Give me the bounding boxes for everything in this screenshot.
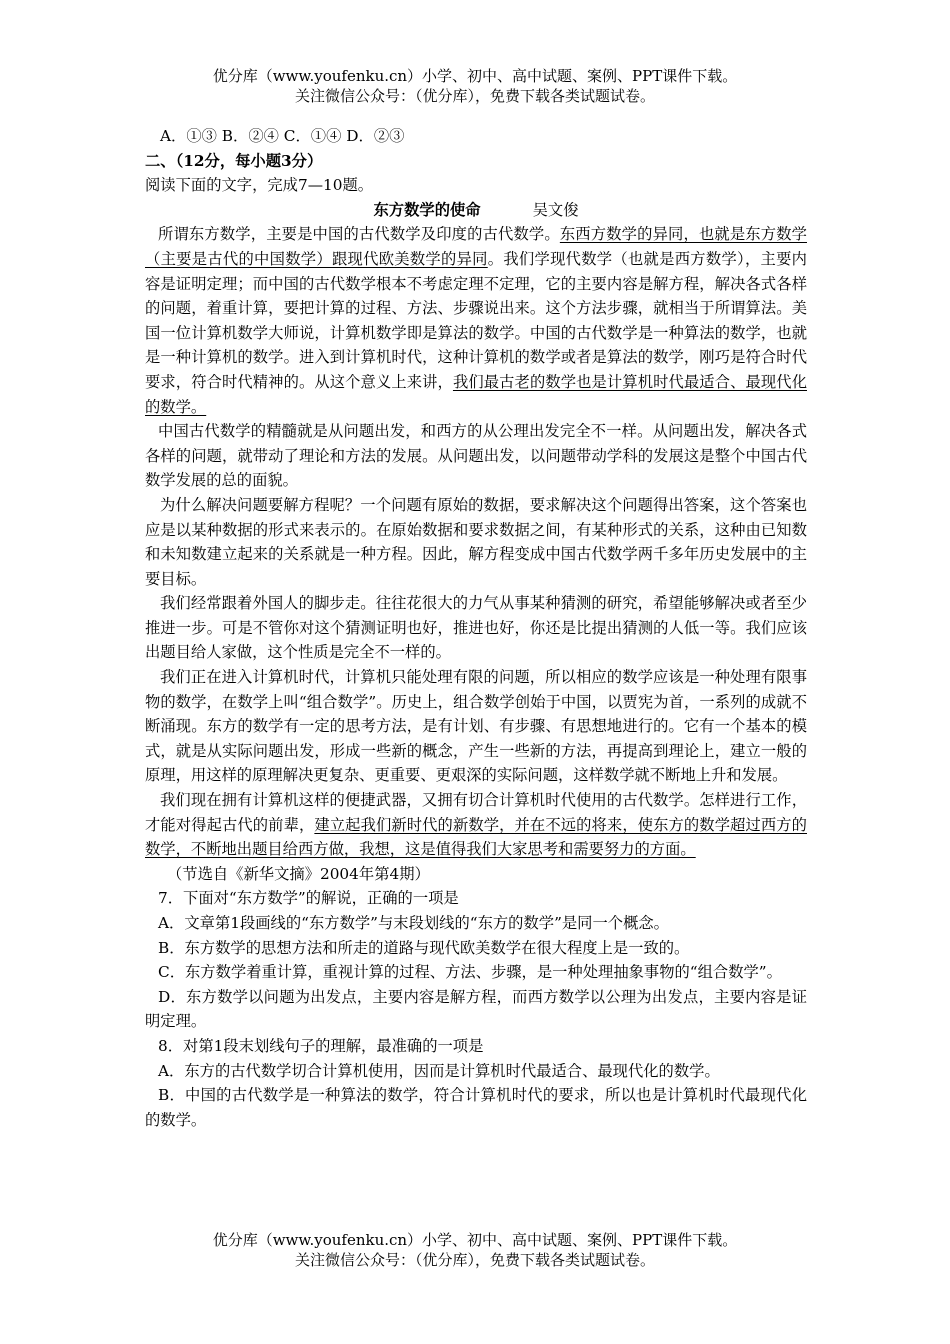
page-footer bbox=[0, 1230, 950, 1270]
page-header bbox=[0, 66, 950, 106]
header-line-1: 优分库（www.youfenku.cn）小学、初中、高中试题、案例、PPT课件下载。 bbox=[212, 67, 738, 85]
footer-line-2: 关注微信公众号：（优分库），免费下载各类试题试卷。 bbox=[294, 1251, 655, 1269]
paragraph-5: 我们正在进入计算机时代，计算机只能处理有限的问题，所以相应的数学应该是一种处理有限事物的数学，在数学上叫“组合数学”。历史上，组合数学创始于中国，以贾宪为首，一系列的成就不断涌现。东方的数学有一定的思考方法，是有计划、有步骤、有思想地进行的。它有一个基本的模式，就是从实际问题出发，形成一些新的概念，产生一些新的方法，再提高到理论上，建立一般的原理，用这样的原理解决更复杂、更重要、更艰深的实际问题，这样数学就不断地上升和发展。 bbox=[145, 668, 807, 785]
question-8-stem: 8．对第1段末划线句子的理解，最准确的一项是 bbox=[158, 1036, 484, 1055]
header-line-2: 关注微信公众号：（优分库），免费下载各类试题试卷。 bbox=[294, 87, 655, 105]
paragraph-6 bbox=[145, 788, 807, 862]
paragraph-4: 我们经常跟着外国人的脚步走。往往花很大的力气从事某种猜测的研究，希望能够解决或者至少推进一步。可是不管你对这个猜测证明也好，推进也好，你还是比提出猜测的人低一等。我们应该出题目给人家做，这个性质是完全不一样的。 bbox=[145, 594, 807, 662]
question-8-option-b: B．中国的古代数学是一种算法的数学，符合计算机时代的要求，所以也是计算机时代最现代化的数学。 bbox=[145, 1086, 807, 1129]
paragraph-6-text: 我们现在拥有计算机这样的便捷武器，又拥有切合计算机时代使用的古代数学。怎样进行工作，才能对得起古代的前辈， bbox=[145, 791, 807, 834]
document-body bbox=[145, 124, 807, 1132]
paragraph-2: 中国古代数学的精髓就是从问题出发，和西方的从公理出发完全不一样。从问题出发，解决各式各样的问题，就带动了理论和方法的发展。从问题出发，以问题带动学科的发展这是整个中国古代数学发展的总的面貌。 bbox=[145, 422, 807, 490]
underlined-sentence-3: 建立起我们新时代的新数学，并在不远的将来，使东方的数学超过西方的数学，不断地出题目给西方做，我想，这是值得我们大家思考和需要努力的方面。 bbox=[145, 815, 807, 859]
question-7-stem: 7．下面对“东方数学”的解说，正确的一项是 bbox=[158, 889, 459, 908]
paragraph-1-text-a: 所谓东方数学，主要是中国的古代数学及印度的古代数学。 bbox=[158, 225, 560, 244]
underlined-phrase-1: 东西方数学的异同，也就是东方数学（主要是古代的中国数学）跟现代欧美数学的异同 bbox=[145, 225, 807, 268]
question-7-option-c: C．东方数学着重计算，重视计算的过程、方法、步骤，是一种处理抽象事物的“组合数学”。 bbox=[158, 963, 782, 982]
paragraph-1 bbox=[145, 222, 807, 419]
question-8-option-a: A．东方的古代数学切合计算机使用，因而是计算机时代最适合、最现代化的数学。 bbox=[158, 1061, 720, 1080]
question-7-option-d: D．东方数学以问题为出发点，主要内容是解方程，而西方数学以公理为出发点，主要内容是证明定理。 bbox=[145, 987, 807, 1031]
article-title: 东方数学的使命 bbox=[373, 200, 481, 219]
previous-answer-options: A．①③ B．②④ C．①④ D．②③ bbox=[160, 127, 405, 145]
footer-line-1: 优分库（www.youfenku.cn）小学、初中、高中试题、案例、PPT课件下载。 bbox=[212, 1231, 738, 1249]
article-source: （节选自《新华文摘》2004年第4期） bbox=[167, 864, 430, 883]
question-7-option-b: B．东方数学的思想方法和所走的道路与现代欧美数学在很大程度上是一致的。 bbox=[158, 938, 690, 957]
section-heading: 二、（12分，每小题3分） bbox=[145, 151, 323, 170]
paragraph-1-text-b: 。我们学现代数学（也就是西方数学），主要内容是证明定理；而中国的古代数学根本不考虑定理不定理，它的主要内容是解方程，解决各式各样的问题，着重计算，要把计算的过程、方法、步骤说出来。这个方法步骤，就相当于所谓算法。美国一位计算机数学大师说，计算机数学即是算法的数学。中国的古代数学是一种算法的数学，也就是一种计算机的数学。进入到计算机时代，这种计算机的数学或者是算法的数学，刚巧是符合时代要求，符合时代精神的。从这个意义上来讲， bbox=[145, 249, 807, 391]
article-title-row bbox=[145, 198, 807, 223]
article-author: 吴文俊 bbox=[532, 200, 579, 219]
section-instruction: 阅读下面的文字，完成7—10题。 bbox=[145, 176, 374, 195]
question-7-option-a: A．文章第1段画线的“东方数学”与末段划线的“东方的数学”是同一个概念。 bbox=[158, 914, 669, 932]
underlined-sentence-2: 我们最古老的数学也是计算机时代最适合、最现代化的数学。 bbox=[145, 372, 807, 416]
paragraph-3: 为什么解决问题要解方程呢？一个问题有原始的数据，要求解决这个问题得出答案，这个答案也应是以某种数据的形式来表示的。在原始数据和要求数据之间，有某种形式的关系，这种由已知数和未知数建立起来的关系就是一种方程。因此，解方程变成中国古代数学两千多年历史发展中的主要目标。 bbox=[145, 495, 807, 588]
